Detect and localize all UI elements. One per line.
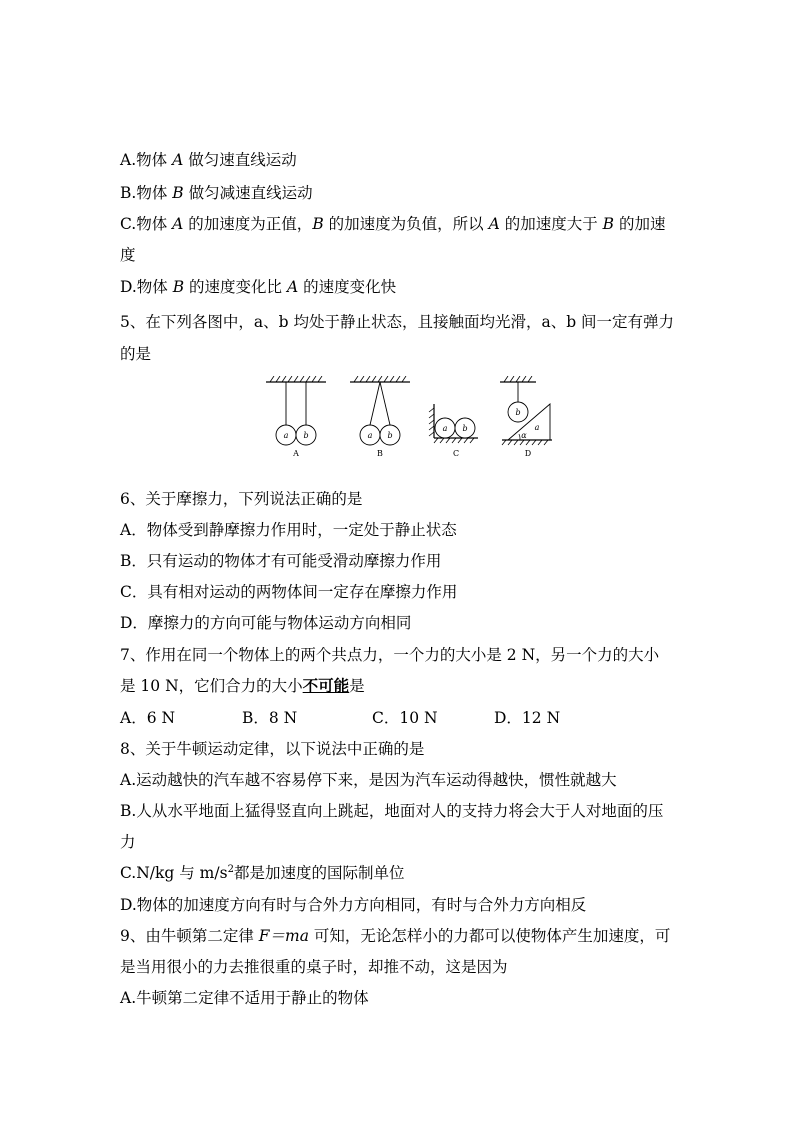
q8-option-b: B.人从水平地面上猛得竖直向上跳起，地面对人的支持力将会大于人对地面的压 bbox=[120, 802, 664, 820]
figure-panel-c bbox=[429, 404, 478, 458]
q6-option-b: B．只有运动的物体才有可能受滑动摩擦力作用 bbox=[120, 552, 442, 570]
ball-a-label: a bbox=[283, 431, 289, 440]
ball-b-label: b bbox=[303, 431, 309, 440]
q5-stem-cont: 的是 bbox=[120, 345, 152, 363]
q7-stem: 7、作用在同一个物体上的两个共点力，一个力的大小是 2 N，另一个力的大小 bbox=[120, 646, 660, 664]
formula-f-ma: F＝ma bbox=[258, 927, 309, 945]
figure-panel-d bbox=[500, 376, 552, 458]
panel-label-d: D bbox=[524, 449, 532, 458]
panel-label-c: C bbox=[452, 449, 460, 458]
q7-option-d: D．12 N bbox=[494, 709, 561, 727]
q4-option-c-cont: 度 bbox=[120, 246, 136, 264]
q7-option-a: A．6 N bbox=[120, 709, 176, 727]
q8-option-c: C.N/kg 与 $m/s^2$都是加速度的国际制单位 bbox=[120, 863, 405, 882]
q4-option-d: D.物体 B 的速度变化比 A 的速度变化快 bbox=[120, 278, 397, 296]
q7-option-c: C．10 N bbox=[372, 709, 438, 727]
q5-stem: 5、在下列各图中，a、b 均处于静止状态，且接触面均光滑，a、b 间一定有弹力 bbox=[120, 313, 675, 331]
ball-a-label: a bbox=[367, 431, 373, 440]
q7-option-b: B．8 N bbox=[242, 709, 298, 727]
q9-stem-cont: 是当用很小的力去推很重的桌子时，却推不动，这是因为 bbox=[120, 958, 508, 976]
q4-option-c: C.物体 A 的加速度为正值，B 的加速度为负值，所以 A 的加速度大于 B 的加速 bbox=[120, 215, 666, 233]
angle-alpha-label: α bbox=[521, 431, 527, 440]
figure-panel-b bbox=[350, 376, 410, 458]
q8-option-b-cont: 力 bbox=[120, 833, 136, 851]
q8-option-d: D.物体的加速度方向有时与合外力方向相同，有时与合外力方向相反 bbox=[120, 896, 587, 914]
q8-option-a: A.运动越快的汽车越不容易停下来，是因为汽车运动得越快，惯性就越大 bbox=[120, 771, 617, 789]
q7-stem-cont: 是 10 N，它们合力的大小不可能是 bbox=[120, 676, 365, 695]
ball-a-label: a bbox=[442, 424, 448, 433]
q4-option-a: A.物体 A 做匀速直线运动 bbox=[120, 151, 297, 169]
block-a-label: a bbox=[534, 423, 540, 432]
q9-stem: 9、由牛顿第二定律 F＝ma 可知，无论怎样小的力都可以使物体产生加速度，可 bbox=[120, 927, 671, 945]
q8-stem: 8、关于牛顿运动定律，以下说法中正确的是 bbox=[120, 740, 425, 758]
q6-option-c: C．具有相对运动的两物体间一定存在摩擦力作用 bbox=[120, 583, 458, 601]
panel-label-b: B bbox=[377, 449, 383, 458]
figure-panel-a bbox=[266, 376, 326, 458]
q6-stem: 6、关于摩擦力，下列说法正确的是 bbox=[120, 490, 363, 508]
q6-option-a: A．物体受到静摩擦力作用时，一定处于静止状态 bbox=[120, 521, 457, 539]
q5-figure bbox=[262, 376, 554, 458]
ball-b-label: b bbox=[462, 424, 468, 433]
q6-option-d: D．摩擦力的方向可能与物体运动方向相同 bbox=[120, 614, 412, 632]
emphasis-not-possible: 不可能 bbox=[302, 676, 350, 695]
q9-option-a: A.牛顿第二定律不适用于静止的物体 bbox=[120, 989, 369, 1007]
panel-label-a: A bbox=[293, 449, 299, 458]
q4-option-b: B.物体 B 做匀减速直线运动 bbox=[120, 184, 313, 202]
ball-b-label: b bbox=[387, 431, 393, 440]
ball-b-label: b bbox=[515, 408, 521, 417]
